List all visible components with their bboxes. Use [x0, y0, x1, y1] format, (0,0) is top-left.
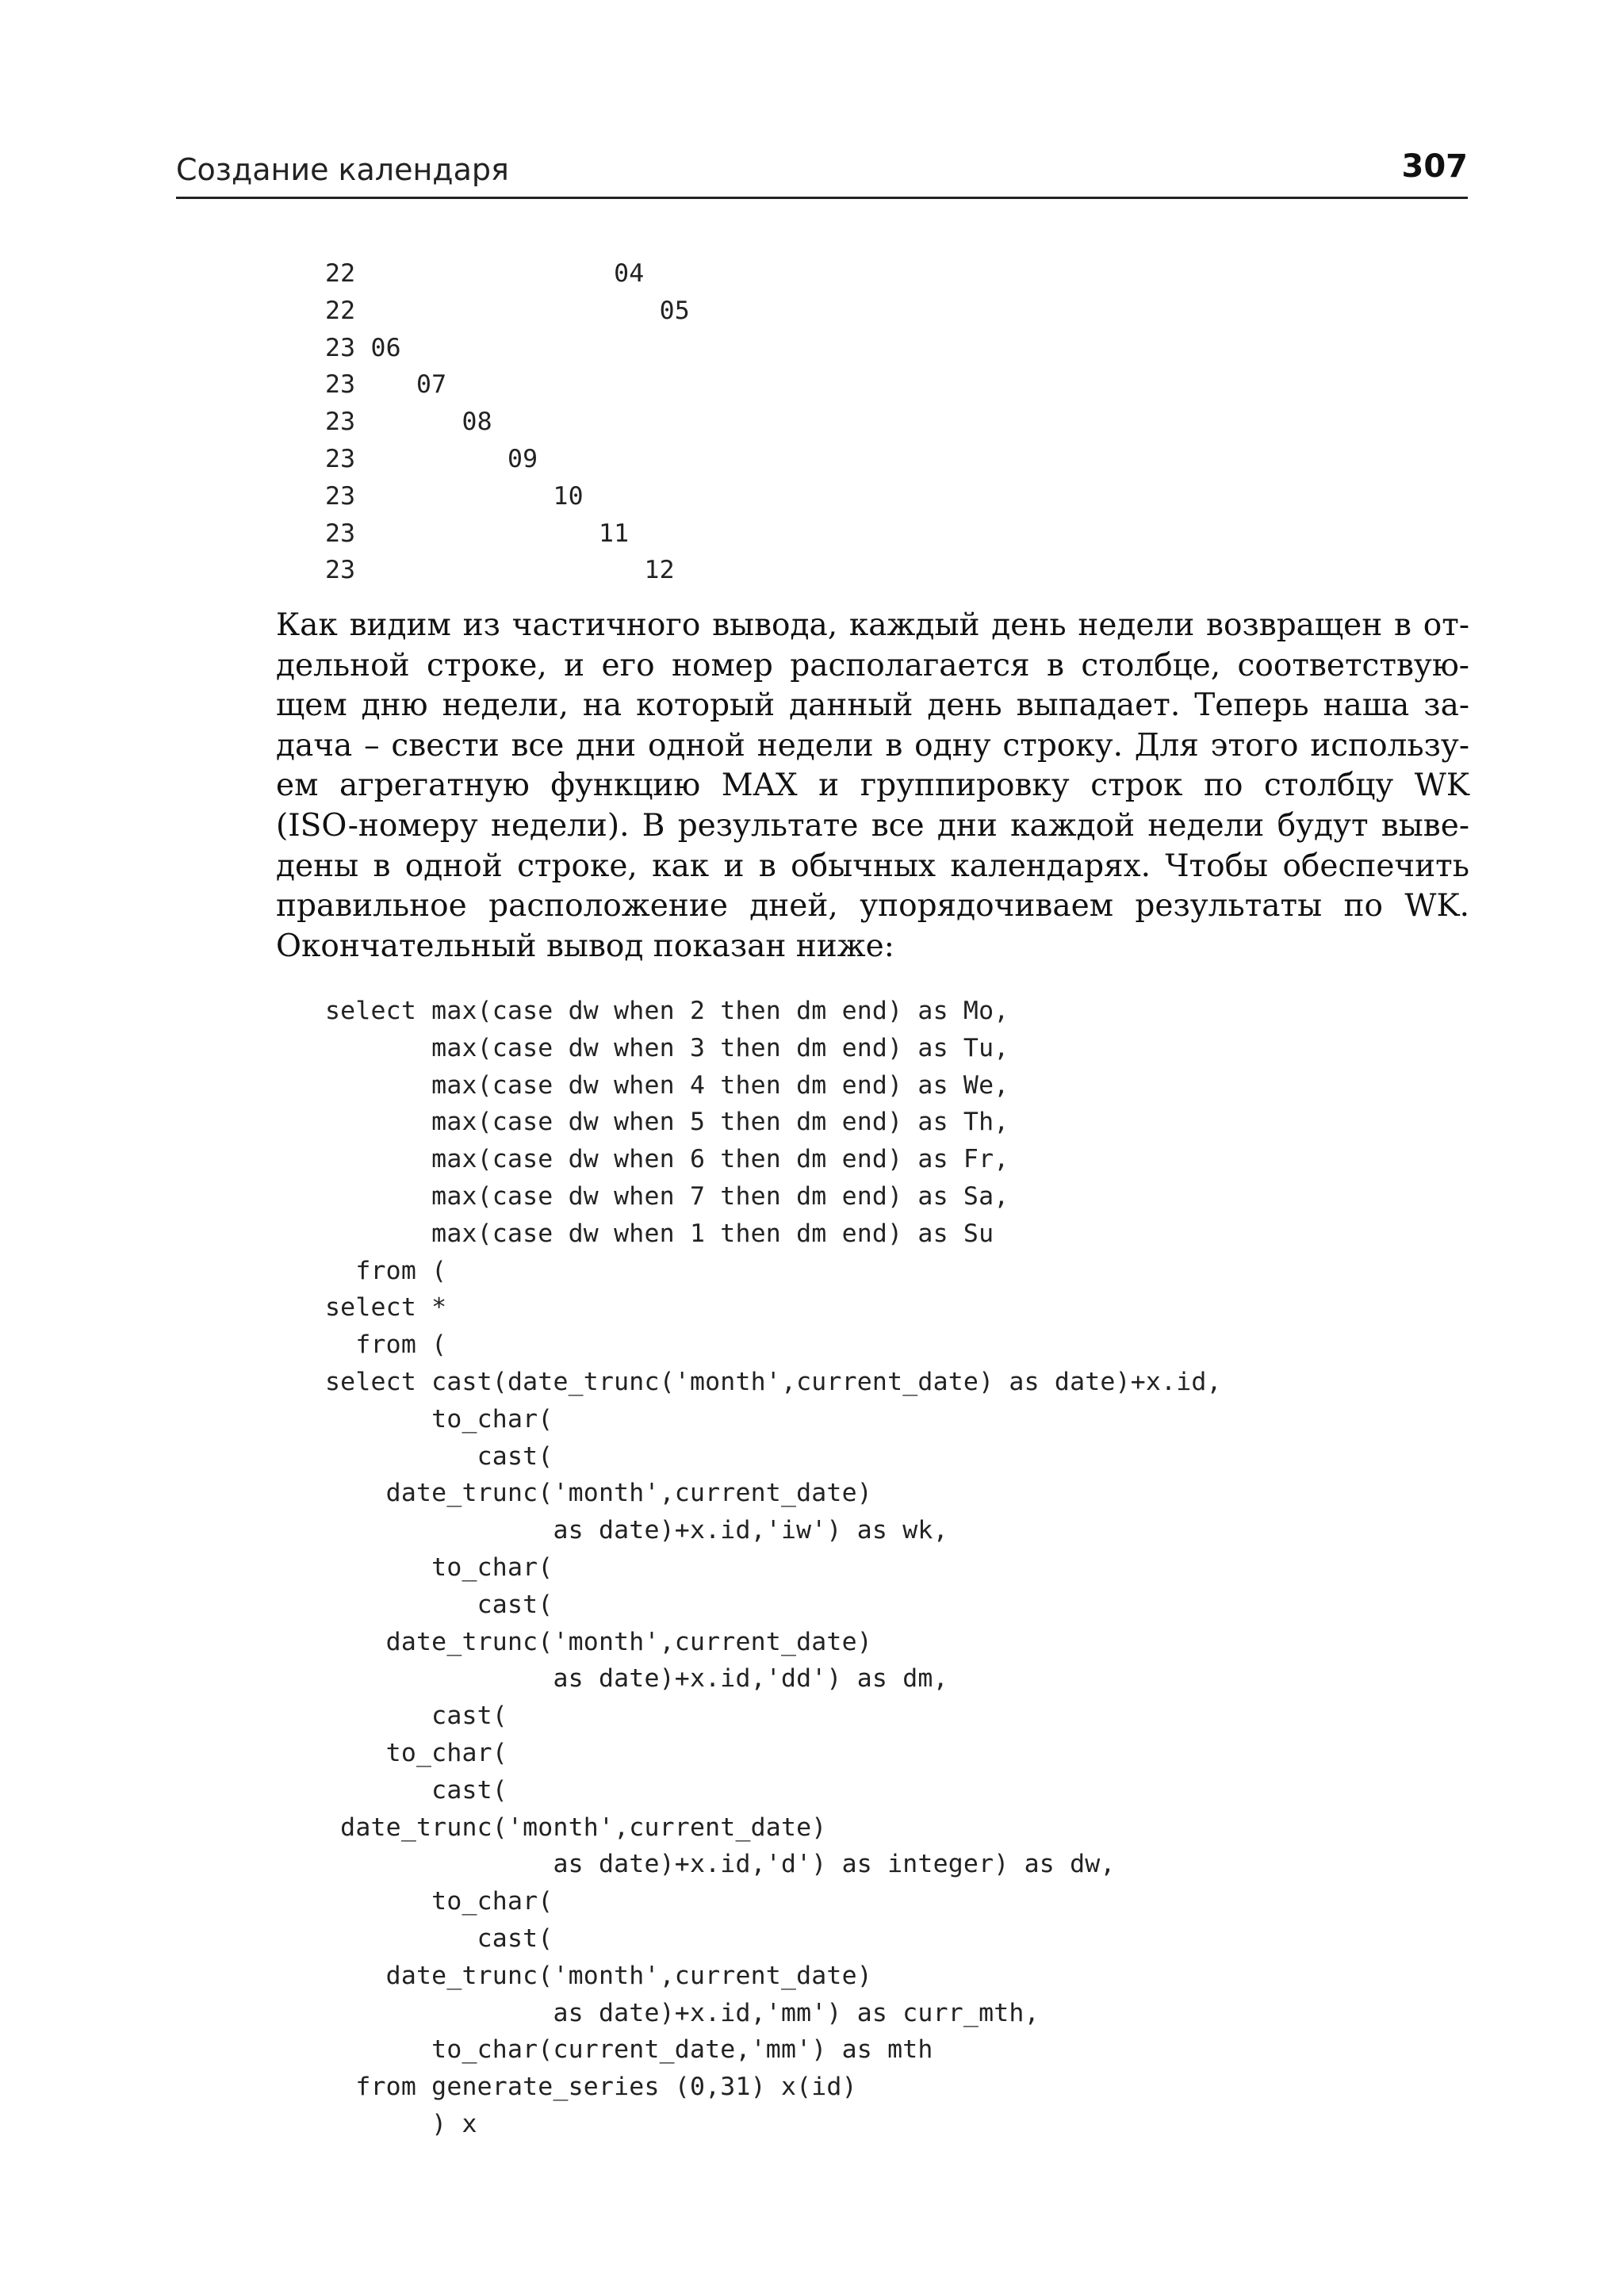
- page-number: 307: [1401, 148, 1468, 185]
- paragraph-line: правильное расположение дней, упорядочиваем результаты по WK.: [276, 888, 1469, 924]
- paragraph-line: (ISO-номеру недели). В результате все дни каждой недели будут выве-: [276, 807, 1469, 844]
- running-header-title: Создание календаря: [176, 152, 509, 187]
- paragraph-line: щем дню недели, на который данный день выпадает. Теперь наша за-: [276, 687, 1469, 724]
- sql-code-listing: select max(case dw when 2 then dm end) as Mo, max(case dw when 3 then dm end) as Tu, max(case dw when 4 then dm end) as We, max(case dw when 5 then dm end) as Th, max(case dw when 6 then dm end) as Fr, max(case dw when 7 then dm end) as Sa, max(case dw when 1 then dm end) as Su from ( select * from ( select cast(date_trunc('month',current_date) as date)+x.id, to_char( cast( date_trunc('month',current_date) as date)+x.id,'iw') as wk, to_char( cast( date_trunc('month',current_date) as date)+x.id,'dd') as dm, cast( to_char( cast( date_trunc('month',current_date) as date)+x.id,'d') as integer) as dw, to_char( cast( date_trunc('month',current_date) as date)+x.id,'mm') as curr_mth, to_char(current_date,'mm') as mth from generate_series (0,31) x(id) ) x: [325, 997, 1222, 2138]
- paragraph-line: Окончательный вывод показан ниже:: [276, 928, 894, 964]
- header-divider: [176, 197, 1468, 199]
- query-output-listing: 22 04 22 05 23 06 23 07 23 08 23 09 23 10 23 11 23 12: [325, 259, 690, 585]
- body-paragraph: [276, 606, 1469, 967]
- paragraph-line: дача – свести все дни одной недели в одну строку. Для этого использу-: [276, 727, 1469, 764]
- paragraph-line: ем агрегатную функцию MAX и группировку строк по столбцу WK: [276, 768, 1469, 804]
- paragraph-line: дельной строке, и его номер располагается в столбце, соответствую-: [276, 647, 1469, 683]
- paragraph-line: Как видим из частичного вывода, каждый день недели возвращен в от-: [276, 607, 1469, 643]
- paragraph-line: дены в одной строке, как и в обычных календарях. Чтобы обеспечить: [276, 848, 1469, 884]
